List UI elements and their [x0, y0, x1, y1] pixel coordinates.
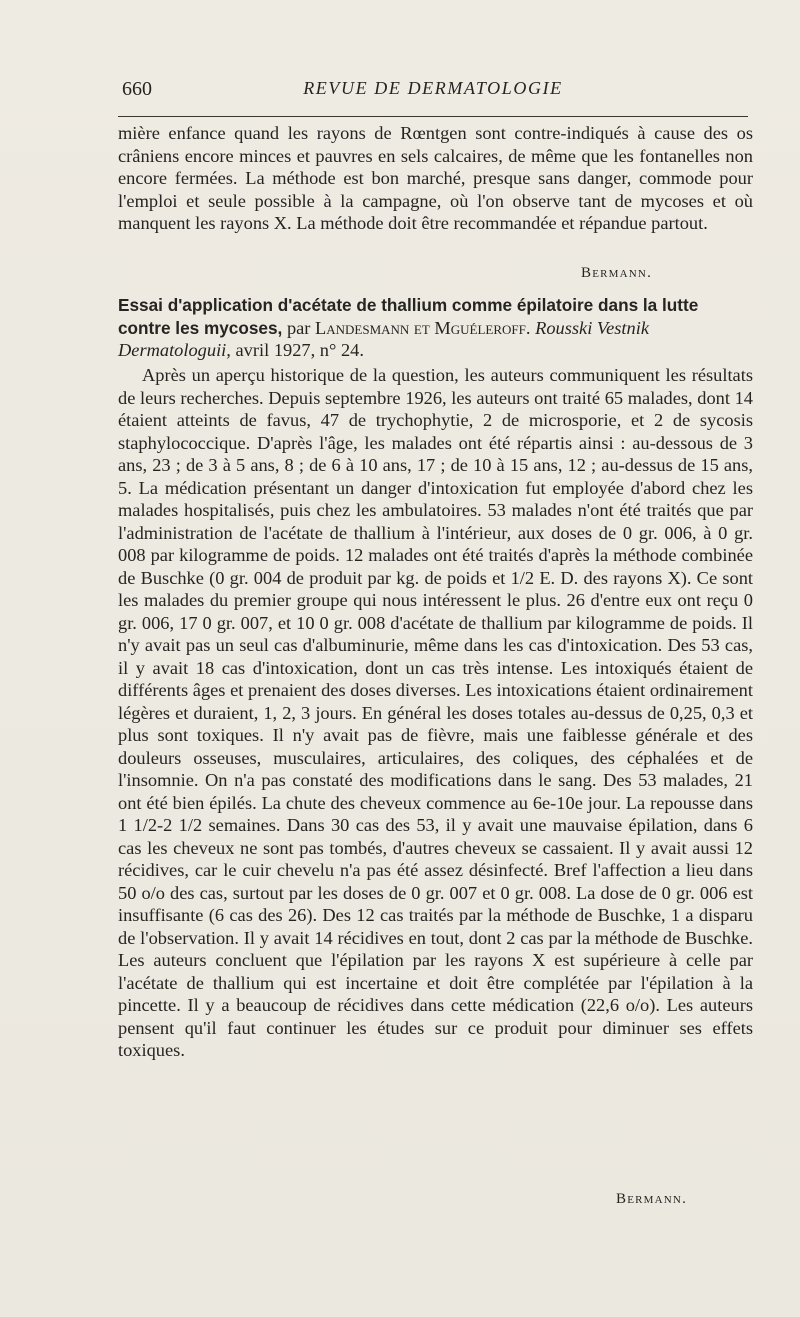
- abstract-signature: Bermann.: [616, 1191, 688, 1207]
- abstract-authors: Landesmann et Mguéleroff.: [315, 317, 531, 338]
- abstract-issue: avril 1927, n° 24.: [235, 340, 364, 360]
- journal-title: REVUE DE DERMATOLOGIE: [303, 78, 563, 98]
- previous-abstract-paragraph: mière enfance quand les rayons de Rœntgen sont contre-indiqués à cause des os crâniens encore minces et pauvres en sels calcaires, de même que les fontanelles non encore fermées. La méthode est bon marché, presque sans danger, commode pour l'emploi et seule possible à la campagne, où l'on observe tant de mycoses et où manquent les rayons X. La méthode doit être recommandée et répandue partout.: [118, 123, 753, 233]
- abstract-heading: [118, 294, 753, 362]
- abstract-source: Rousski Vestnik Dermatologuii,: [118, 317, 649, 360]
- abstract-by: par: [286, 317, 311, 338]
- previous-abstract-text: [118, 122, 753, 235]
- abstract-title: Essai d'application d'acétate de thallium comme épilatoire dans la lutte contre les mycoses,: [118, 295, 699, 338]
- header-rule: [118, 116, 748, 117]
- previous-abstract-signature: Bermann.: [581, 265, 653, 281]
- abstract-body-paragraph: Après un aperçu historique de la question, les auteurs communiquent les résultats de leurs recherches. Depuis septembre 1926, les auteurs ont traité 65 malades, dont 14 étaient atteints de favus, 47 de trychophytie, 2 de microsporie, et 2 de sycosis staphylococcique. D'après l'âge, les malades ont été répartis ainsi : au-dessous de 3 ans, 23 ; de 3 à 5 ans, 8 ; de 6 à 10 ans, 17 ; de 10 à 15 ans, 12 ; au-dessus de 15 ans, 5. La médication présentant un danger d'intoxication fut employée d'abord chez les malades hospitalisés, puis chez les ambulatoires. 53 malades n'ont été traités que par l'administration de l'acétate de thallium à l'intérieur, aux doses de 0 gr. 006, à 0 gr. 008 par kilogramme de poids. 12 malades ont été traités d'après la méthode combinée de Buschke (0 gr. 004 de produit par kg. de poids et 1/2 E. D. des rayons X). Ce sont les malades du premier groupe qui nous intéressent le plus. 26 d'entre eux ont reçu 0 gr. 006, 17 0 gr. 007, et 10 0 gr. 008 d'acétate de thallium par kilogramme de poids. Il n'y avait pas un seul cas d'albuminurie, même dans les cas d'intoxication. Des 53 cas, il y avait 18 cas d'intoxication, dont un cas très intense. Les intoxiqués étaient de différents âges et prenaient des doses diverses. Les intoxications étaient ordinairement légères et duraient, 1, 2, 3 jours. En général les doses totales au-dessus de 0,25, 0,3 et plus sont toxiques. Il n'y avait pas de fièvre, mais une faiblesse générale et des douleurs osseuses, musculaires, articulaires, des coliques, des céphalées et de l'insomnie. On n'a pas constaté des modifications dans le sang. Des 53 malades, 21 ont été bien épilés. La chute des cheveux commence au 6e-10e jour. La repousse dans 1 1/2-2 1/2 semaines. Dans 30 cas des 53, il y avait une mauvaise épilation, dans 6 cas les cheveux ne sont pas tombés, d'autres cheveux se cassaient. Il y avait aussi 12 récidives, car le cuir chevelu n'a pas été assez désinfecté. Bref l'affection a lieu dans 50 o/o des cas, surtout par les doses de 0 gr. 007 et 0 gr. 008. La dose de 0 gr. 006 est insuffisante (6 cas des 26). Des 12 cas traités par la méthode de Buschke, 1 a disparu de l'observation. Il y avait 14 récidives en tout, dont 2 cas par la méthode de Buschke. Les auteurs concluent que l'épilation par les rayons X est supérieure à celle par l'acétate de thallium qui est incertaine et doit être complétée par l'épilation à la pincette. Il y a beaucoup de récidives dans cette médication (22,6 o/o). Les auteurs pensent qu'il faut continuer les études sur ce produit pour diminuer ses effets toxiques.: [118, 365, 753, 1060]
- abstract-body: [118, 364, 753, 1062]
- running-header: [118, 78, 748, 106]
- page-number: 660: [122, 78, 152, 100]
